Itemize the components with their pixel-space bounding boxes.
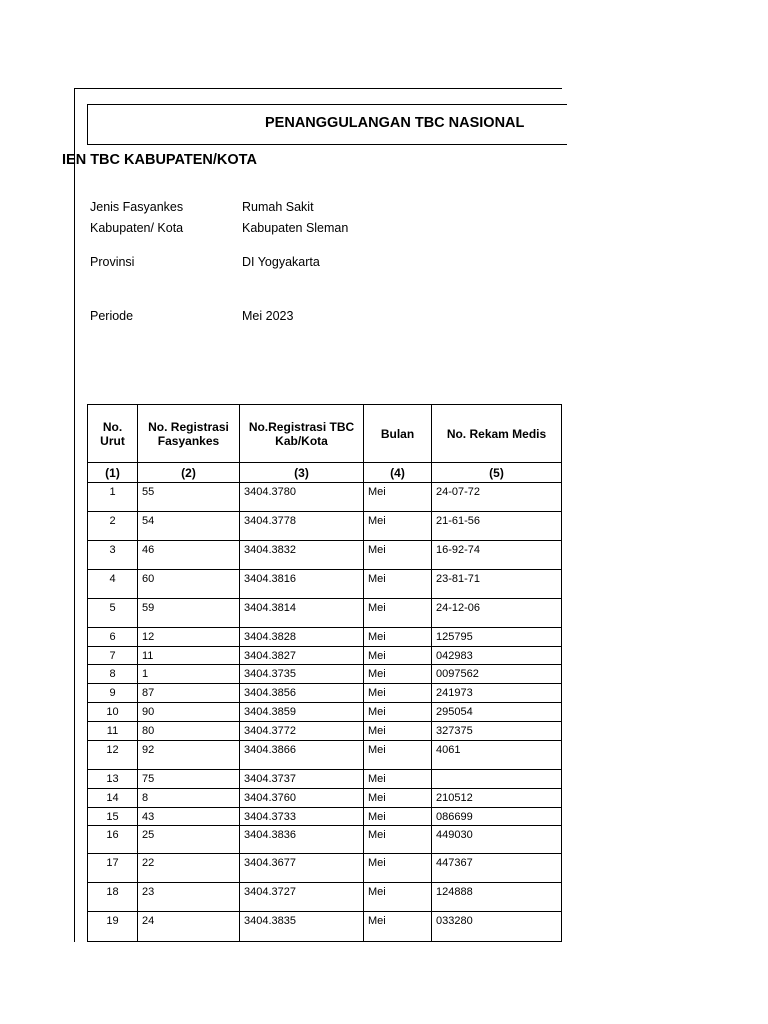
table-row — [88, 512, 562, 541]
cell-bulan: Mei — [364, 647, 432, 665]
provinsi-value: DI Yogyakarta — [242, 255, 320, 269]
cell-reg-fasyankes: 54 — [138, 512, 240, 541]
cell-bulan: Mei — [364, 570, 432, 599]
cell-bulan: Mei — [364, 789, 432, 808]
table-row — [88, 599, 562, 628]
cell-rekam-medis: 327375 — [432, 722, 562, 741]
cell-rekam-medis: 086699 — [432, 808, 562, 826]
cell-bulan: Mei — [364, 854, 432, 883]
cell-rekam-medis: 210512 — [432, 789, 562, 808]
table-row — [88, 483, 562, 512]
table-row — [88, 854, 562, 883]
cell-reg-fasyankes: 23 — [138, 883, 240, 912]
cell-no-urut: 16 — [88, 826, 138, 854]
cell-reg-tbc: 3404.3832 — [240, 541, 364, 570]
table-row — [88, 665, 562, 684]
col-header-reg-tbc-text: No.Registrasi TBC Kab/Kota — [248, 419, 355, 448]
cell-no-urut: 6 — [88, 628, 138, 647]
cell-no-urut: 19 — [88, 912, 138, 942]
col-header-no-urut — [88, 405, 138, 463]
col-header-rekam-medis — [432, 405, 562, 463]
table-row — [88, 628, 562, 647]
page-subtitle: IEN TBC KABUPATEN/KOTA — [62, 152, 257, 168]
cell-bulan: Mei — [364, 912, 432, 942]
col-header-bulan-text: Bulan — [380, 426, 415, 441]
table-row — [88, 647, 562, 665]
cell-reg-tbc: 3404.3866 — [240, 741, 364, 770]
cell-bulan: Mei — [364, 628, 432, 647]
cell-no-urut: 12 — [88, 741, 138, 770]
cell-reg-fasyankes: 60 — [138, 570, 240, 599]
cell-no-urut: 13 — [88, 770, 138, 789]
cell-bulan: Mei — [364, 826, 432, 854]
cell-bulan: Mei — [364, 722, 432, 741]
table-row — [88, 808, 562, 826]
table-row — [88, 722, 562, 741]
cell-rekam-medis: 447367 — [432, 854, 562, 883]
cell-rekam-medis: 24-12-06 — [432, 599, 562, 628]
cell-no-urut: 9 — [88, 684, 138, 703]
cell-reg-tbc: 3404.3816 — [240, 570, 364, 599]
cell-no-urut: 10 — [88, 703, 138, 722]
cell-no-urut: 8 — [88, 665, 138, 684]
provinsi-label: Provinsi — [90, 255, 135, 269]
cell-reg-fasyankes: 43 — [138, 808, 240, 826]
cell-reg-fasyankes: 12 — [138, 628, 240, 647]
table-row — [88, 770, 562, 789]
col-number: (5) — [432, 463, 562, 483]
kabupaten-value: Kabupaten Sleman — [242, 221, 349, 235]
cell-rekam-medis: 241973 — [432, 684, 562, 703]
cell-reg-tbc: 3404.3727 — [240, 883, 364, 912]
table-row — [88, 826, 562, 854]
cell-rekam-medis: 124888 — [432, 883, 562, 912]
cell-reg-tbc: 3404.3778 — [240, 512, 364, 541]
col-number: (2) — [138, 463, 240, 483]
col-header-rekam-medis-text: No. Rekam Medis — [446, 426, 547, 441]
top-border-line — [74, 88, 562, 89]
cell-no-urut: 3 — [88, 541, 138, 570]
cell-reg-tbc: 3404.3827 — [240, 647, 364, 665]
cell-reg-tbc: 3404.3737 — [240, 770, 364, 789]
cell-rekam-medis: 24-07-72 — [432, 483, 562, 512]
cell-reg-fasyankes: 1 — [138, 665, 240, 684]
patient-register-table — [87, 404, 562, 942]
cell-bulan: Mei — [364, 483, 432, 512]
cell-rekam-medis: 4061 — [432, 741, 562, 770]
cell-reg-fasyankes: 8 — [138, 789, 240, 808]
cell-reg-fasyankes: 80 — [138, 722, 240, 741]
column-number-row — [88, 463, 562, 483]
cell-reg-tbc: 3404.3836 — [240, 826, 364, 854]
cell-reg-tbc: 3404.3835 — [240, 912, 364, 942]
cell-reg-tbc: 3404.3772 — [240, 722, 364, 741]
cell-bulan: Mei — [364, 599, 432, 628]
table-row — [88, 741, 562, 770]
cell-no-urut: 14 — [88, 789, 138, 808]
cell-bulan: Mei — [364, 541, 432, 570]
cell-reg-fasyankes: 87 — [138, 684, 240, 703]
table-row — [88, 570, 562, 599]
col-number: (3) — [240, 463, 364, 483]
periode-value: Mei 2023 — [242, 309, 294, 323]
cell-reg-fasyankes: 46 — [138, 541, 240, 570]
cell-no-urut: 11 — [88, 722, 138, 741]
page-title: PENANGGULANGAN TBC NASIONAL — [265, 115, 525, 131]
cell-rekam-medis: 23-81-71 — [432, 570, 562, 599]
table-row — [88, 883, 562, 912]
table-row — [88, 541, 562, 570]
cell-bulan: Mei — [364, 741, 432, 770]
kabupaten-label: Kabupaten/ Kota — [90, 221, 184, 235]
cell-reg-tbc: 3404.3856 — [240, 684, 364, 703]
cell-bulan: Mei — [364, 684, 432, 703]
col-header-reg-tbc — [240, 405, 364, 463]
table-row — [88, 912, 562, 942]
left-border-line — [74, 88, 75, 942]
cell-no-urut: 2 — [88, 512, 138, 541]
cell-no-urut: 18 — [88, 883, 138, 912]
cell-bulan: Mei — [364, 665, 432, 684]
cell-rekam-medis: 16-92-74 — [432, 541, 562, 570]
cell-no-urut: 1 — [88, 483, 138, 512]
cell-rekam-medis: 033280 — [432, 912, 562, 942]
cell-no-urut: 7 — [88, 647, 138, 665]
cell-no-urut: 5 — [88, 599, 138, 628]
col-header-bulan — [364, 405, 432, 463]
cell-bulan: Mei — [364, 512, 432, 541]
cell-reg-fasyankes: 11 — [138, 647, 240, 665]
cell-reg-fasyankes: 24 — [138, 912, 240, 942]
jenis-fasyankes-label: Jenis Fasyankes — [90, 200, 184, 214]
cell-rekam-medis: 042983 — [432, 647, 562, 665]
cell-reg-tbc: 3404.3760 — [240, 789, 364, 808]
cell-rekam-medis: 125795 — [432, 628, 562, 647]
cell-reg-tbc: 3404.3814 — [240, 599, 364, 628]
cell-rekam-medis: 295054 — [432, 703, 562, 722]
cell-rekam-medis: 21-61-56 — [432, 512, 562, 541]
cell-bulan: Mei — [364, 703, 432, 722]
cell-reg-tbc: 3404.3828 — [240, 628, 364, 647]
col-header-reg-fasyankes-text: No. Registrasi Fasyankes — [148, 419, 229, 448]
cell-bulan: Mei — [364, 808, 432, 826]
cell-no-urut: 4 — [88, 570, 138, 599]
cell-reg-tbc: 3404.3733 — [240, 808, 364, 826]
cell-rekam-medis: 449030 — [432, 826, 562, 854]
cell-rekam-medis — [432, 770, 562, 789]
col-number: (4) — [364, 463, 432, 483]
cell-reg-fasyankes: 90 — [138, 703, 240, 722]
cell-reg-fasyankes: 92 — [138, 741, 240, 770]
cell-reg-tbc: 3404.3780 — [240, 483, 364, 512]
cell-bulan: Mei — [364, 883, 432, 912]
cell-reg-tbc: 3404.3677 — [240, 854, 364, 883]
cell-rekam-medis: 0097562 — [432, 665, 562, 684]
col-header-reg-fasyankes — [138, 405, 240, 463]
table-row — [88, 684, 562, 703]
cell-reg-tbc: 3404.3735 — [240, 665, 364, 684]
cell-reg-fasyankes: 55 — [138, 483, 240, 512]
cell-bulan: Mei — [364, 770, 432, 789]
cell-reg-fasyankes: 75 — [138, 770, 240, 789]
table-row — [88, 703, 562, 722]
cell-no-urut: 17 — [88, 854, 138, 883]
col-header-no-urut-text: No. Urut — [100, 419, 125, 448]
jenis-fasyankes-value: Rumah Sakit — [242, 200, 314, 214]
cell-reg-fasyankes: 22 — [138, 854, 240, 883]
cell-reg-fasyankes: 59 — [138, 599, 240, 628]
table-row — [88, 789, 562, 808]
cell-no-urut: 15 — [88, 808, 138, 826]
cell-reg-fasyankes: 25 — [138, 826, 240, 854]
cell-reg-tbc: 3404.3859 — [240, 703, 364, 722]
header-row — [88, 405, 562, 463]
periode-label: Periode — [90, 309, 134, 323]
col-number: (1) — [88, 463, 138, 483]
